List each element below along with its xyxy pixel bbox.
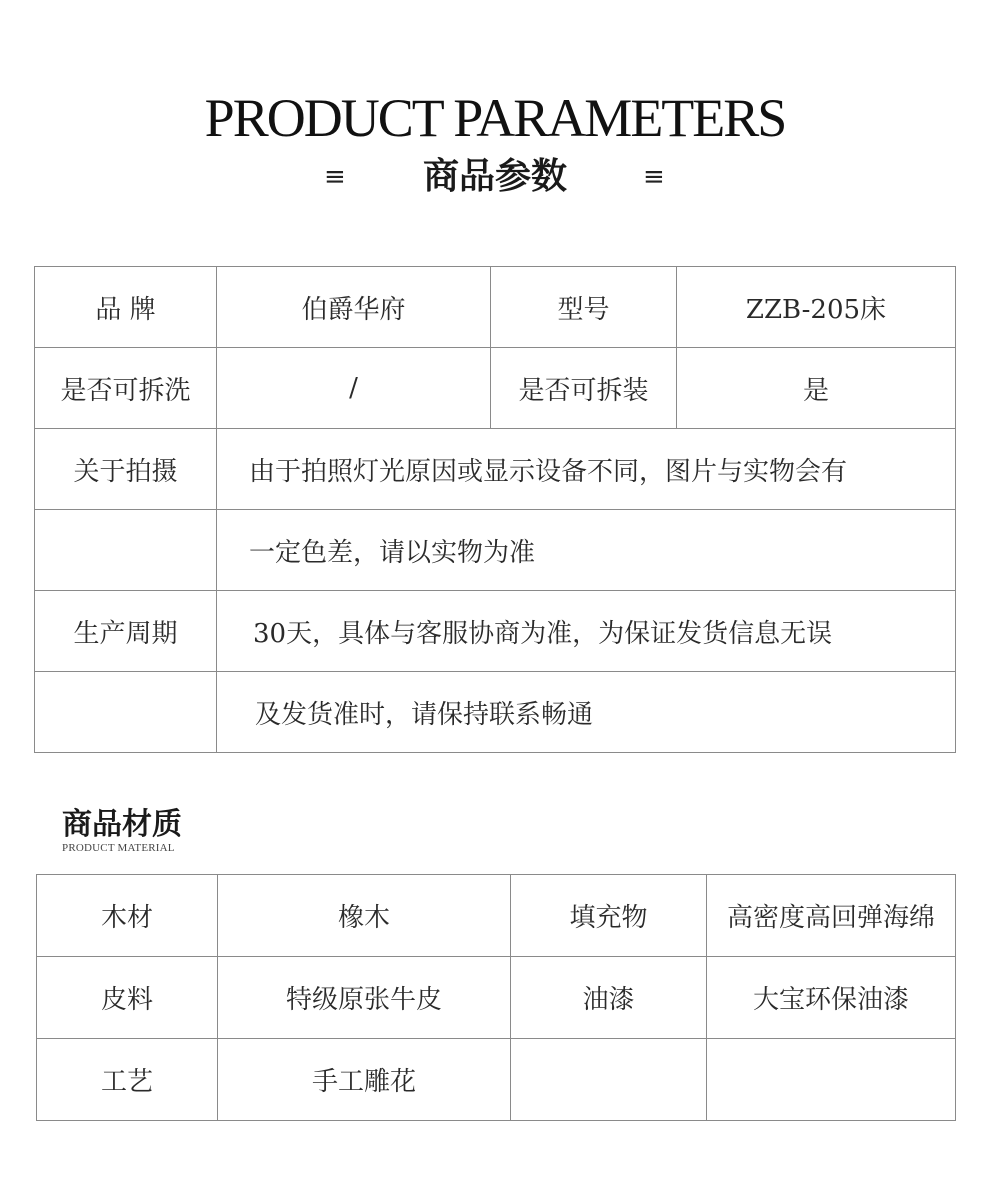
table-row <box>35 267 956 348</box>
param-value-model: ZZB-205床 <box>677 267 956 348</box>
param-label-photo: 关于拍摄 <box>35 429 217 510</box>
material-value-leather: 特级原张牛皮 <box>218 957 511 1039</box>
param-value-photo: 由于拍照灯光原因或显示设备不同，图片与实物会有 <box>217 429 956 510</box>
material-value-filling: 高密度高回弹海绵 <box>707 875 956 957</box>
material-value-wood: 橡木 <box>218 875 511 957</box>
material-label-paint: 油漆 <box>511 957 707 1039</box>
material-empty-cell <box>511 1039 707 1121</box>
page-title-row <box>0 150 990 206</box>
param-value-photo-cont: 一定色差，请以实物为准 <box>217 510 956 591</box>
table-row <box>35 672 956 753</box>
param-value-production: 30天，具体与客服协商为准，为保证发货信息无误 <box>217 591 956 672</box>
product-parameters-table <box>34 266 956 753</box>
param-value-washable: / <box>217 348 491 429</box>
material-section-title: 商品材质 <box>62 807 182 842</box>
material-label-leather: 皮料 <box>37 957 218 1039</box>
material-section-subtitle: PRODUCT MATERIAL <box>62 842 175 854</box>
param-value-production-cont: 及发货准时，请保持联系畅通 <box>217 672 956 753</box>
table-row <box>35 348 956 429</box>
param-label-brand: 品 牌 <box>35 267 217 348</box>
material-label-craft: 工艺 <box>37 1039 218 1121</box>
param-label-empty <box>35 510 217 591</box>
table-row <box>37 1039 956 1121</box>
decor-lines-icon: ≡ <box>324 162 346 192</box>
material-label-wood: 木材 <box>37 875 218 957</box>
page-title-cn: 商品参数 <box>422 156 567 197</box>
table-row <box>37 875 956 957</box>
param-label-washable: 是否可拆洗 <box>35 348 217 429</box>
material-value-paint: 大宝环保油漆 <box>707 957 956 1039</box>
material-empty-cell <box>707 1039 956 1121</box>
param-label-empty <box>35 672 217 753</box>
material-label-filling: 填充物 <box>511 875 707 957</box>
param-label-model: 型号 <box>491 267 677 348</box>
material-value-craft: 手工雕花 <box>218 1039 511 1121</box>
param-label-detachable: 是否可拆装 <box>491 348 677 429</box>
param-label-production: 生产周期 <box>35 591 217 672</box>
param-value-detachable: 是 <box>677 348 956 429</box>
table-row <box>35 510 956 591</box>
table-row <box>37 957 956 1039</box>
param-value-brand: 伯爵华府 <box>217 267 491 348</box>
page-title-en: PRODUCT PARAMETERS <box>204 88 786 148</box>
product-material-table <box>36 874 956 1121</box>
decor-lines-icon: ≡ <box>643 162 665 192</box>
table-row <box>35 591 956 672</box>
table-row <box>35 429 956 510</box>
